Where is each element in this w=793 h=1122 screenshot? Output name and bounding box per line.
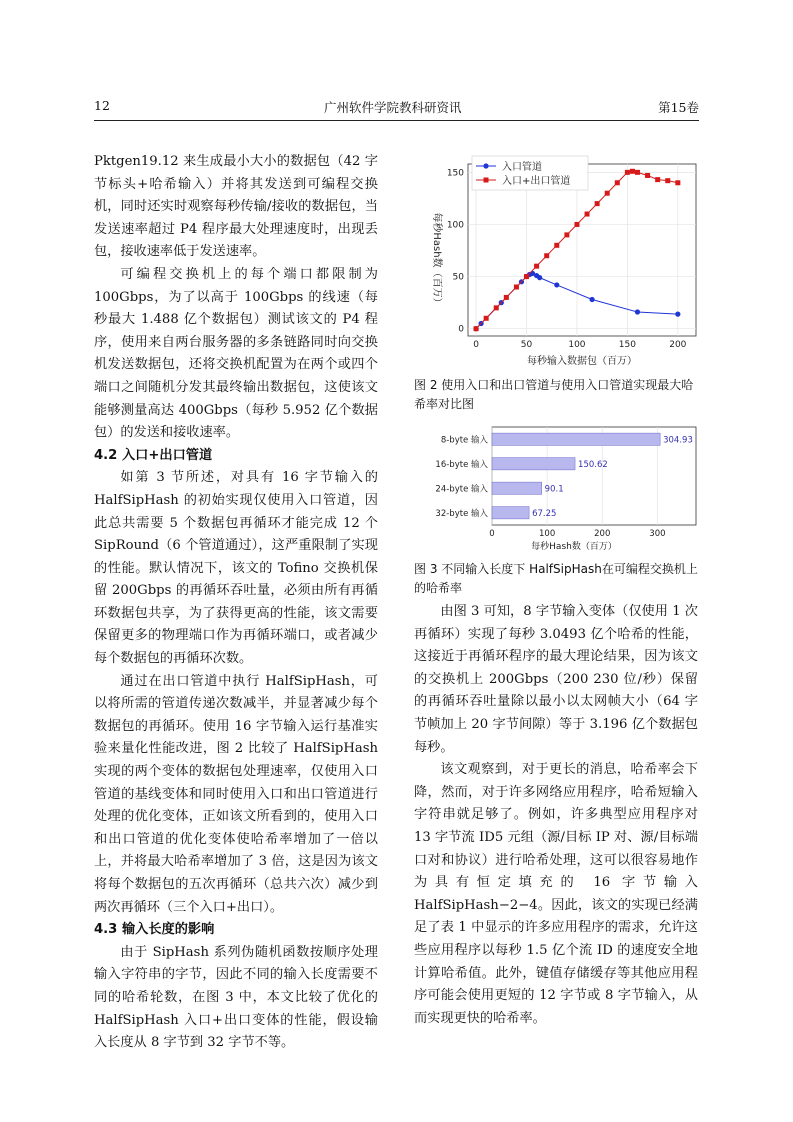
volume-label: 第15卷 [658, 100, 699, 115]
paragraph: 由图 3 可知，8 字节输入变体（仅使用 1 次再循环）实现了每秒 3.0493 亿个哈希的性能，这接近于再循环程序的最大理论结果，因为该文的交换机上 200Gbps（200 230 位/秒）保留的再循环吞吐量除以最小以太网帧大小（64 字节帧加上 20 字节间隙）等于 3.196 亿个数据包每秒。 [414, 604, 698, 755]
figure-2-line-chart [418, 152, 702, 374]
data-point [595, 201, 600, 206]
data-point [474, 326, 479, 331]
data-point [484, 316, 489, 321]
data-label: 150.62 [578, 459, 608, 470]
data-point [675, 180, 680, 185]
data-point [564, 232, 569, 237]
x-tick-label: 200 [669, 340, 687, 350]
data-point [524, 274, 529, 279]
x-tick-label: 150 [618, 340, 636, 350]
paragraph: 可编程交换机上的每个端口都限制为 100Gbps，为了以高于 100Gbps 的线速（每秒最大 1.488 亿个数据包）测试该文的 P4 程序，使用来自两台服务器的多条链路同时向交换机发送数据包，还将交换机配置为在两个或四个端口之间随机分发其最终输出数据包，这使该文能够测量高达 400Gbps（每秒 5.952 亿个数据包）的发送和接收速率。 [94, 266, 378, 441]
x-tick-label: 300 [649, 529, 666, 539]
x-tick-label: 0 [473, 340, 479, 350]
data-label: 67.25 [532, 508, 557, 519]
figure-3-caption: 图 3 不同输入长度下 HalfSipHash在可编程交换机上的哈希率 [414, 562, 698, 595]
data-point [544, 253, 549, 258]
data-point [504, 295, 509, 300]
page-number: 12 [94, 98, 110, 113]
data-point [630, 169, 635, 174]
x-tick-label: 0 [489, 529, 495, 539]
data-point [589, 297, 594, 302]
category-label: 32-byte 输入 [435, 508, 488, 519]
data-point [615, 180, 620, 185]
figure-2-caption: 图 2 使用入口和出口管道与使用入口管道实现最大哈希率对比图 [414, 378, 694, 411]
bar [492, 433, 660, 445]
left-column [94, 151, 378, 1055]
x-tick-label: 100 [568, 340, 586, 350]
y-tick-label: 150 [446, 168, 464, 179]
header-rule [94, 120, 699, 121]
data-point [494, 305, 499, 310]
data-point [574, 222, 579, 227]
journal-title: 广州软件学院教科研资讯 [324, 100, 462, 115]
x-axis-label: 每秒输入数据包（百万） [527, 356, 637, 367]
data-point [675, 312, 680, 317]
bar [492, 482, 542, 494]
data-label: 304.93 [663, 435, 693, 446]
x-tick-label: 100 [539, 529, 556, 539]
bar [492, 507, 529, 519]
paragraph: 该文观察到，对于更长的消息，哈希率会下降，然而，对于许多网络应用程序，哈希短输入字符串就足够了。例如，许多典型应用程序对 13 字节流 ID5 元组（源/目标 IP 对、源/目标端口对和协议）进行哈希处理，这可以很容易地作为具有恒定填充的 16 字节输入 HalfSipHash−2−4。因此，该文的实现已经满足了表 1 中显示的许多应用程序的需求，允许这些应用程序以每秒 1.5 亿个流 ID 的速度安全地计算哈希值。此外，键值存储缓存等其他应用程序可能会使用更短的 12 字节或 8 字节输入，从而实现更快的哈希率。 [414, 762, 698, 1026]
legend-label: 入口+出口管道 [502, 176, 571, 187]
x-axis-label: 每秒Hash数（百万） [531, 542, 617, 552]
y-axis-label: 每秒Hash数（百万） [431, 212, 442, 308]
y-tick-label: 100 [446, 220, 464, 231]
data-point [514, 285, 519, 290]
paragraph: 通过在出口管道中执行 HalfSipHash，可以将所需的管道传递次数减半，并显著减少每个数据包的再循环。使用 16 字节输入运行基准实验来量化性能改进，图 2 比较了 HalfSipHash 实现的两个变体的数据包处理速率，仅使用入口管道的基线变体和同时使用入口和出口管道进行处理的优化变体，正如该文所看到的，使用入口和出口管道的优化变体使哈希率增加了一倍以上，并将最大哈希率增加了 3 倍，这是因为该文将每个数据包的五次再循环（总共六次）减少到两次再循环（三个入口+出口）。 [94, 673, 378, 915]
section-heading: 4.2 入口+出口管道 [94, 447, 213, 463]
x-tick-label: 50 [520, 340, 533, 350]
legend-label: 入口管道 [502, 162, 542, 173]
bar [492, 458, 575, 470]
running-header [94, 98, 699, 116]
legend-marker [484, 178, 489, 183]
data-point [554, 282, 559, 287]
category-label: 16-byte 输入 [435, 459, 488, 470]
data-point [585, 212, 590, 217]
data-point [655, 177, 660, 182]
right-column [414, 601, 698, 1030]
category-label: 8-byte 输入 [440, 435, 488, 446]
category-label: 24-byte 输入 [435, 484, 488, 495]
data-point [635, 309, 640, 314]
section-heading: 4.3 输入长度的影响 [94, 922, 215, 938]
data-point [554, 243, 559, 248]
paragraph: 由于 SipHash 系列伪随机函数按顺序处理输入字符串的字节，因此不同的输入长度需要不同的哈希轮数，在图 3 中，本文比较了优化的 HalfSipHash 入口+出口变体的性能，假设输入长度从 8 字节到 32 字节不等。 [94, 944, 378, 1051]
data-point [645, 173, 650, 178]
y-tick-label: 50 [452, 272, 464, 283]
paragraph: 如第 3 节所述，对具有 16 字节输入的 HalfSipHash 的初始实现仅使用入口管道，因此总共需要 5 个数据包再循环才能完成 12 个 SipRound（6 个管道通过），这严重限制了实现的性能。默认情况下，该文的 Tofino 交换机保留 200Gbps 的再循环吞吐量，必须由所有再循环数据包共享，为了获得更高的性能，该文需要保留更多的物理端口作为再循环端口，或者减少每个数据包的再循环次数。 [94, 470, 378, 667]
data-point [665, 178, 670, 183]
data-point [625, 170, 630, 175]
figure-3-bar-chart [418, 423, 702, 553]
x-tick-label: 200 [594, 529, 611, 539]
data-point [635, 170, 640, 175]
legend-marker [483, 163, 488, 168]
data-point [537, 275, 542, 280]
data-label: 90.1 [544, 484, 564, 495]
data-point [605, 191, 610, 196]
y-tick-label: 0 [458, 324, 464, 335]
data-point [534, 264, 539, 269]
paragraph: Pktgen19.12 来生成最小大小的数据包（42 字节标头+哈希输入）并将其发送到可编程交换机，同时还实时观察每秒传输/接收的数据包，当发送速率超过 P4 程序最大处理速度时，出现丢包，接收速率低于发送速率。 [94, 154, 378, 260]
